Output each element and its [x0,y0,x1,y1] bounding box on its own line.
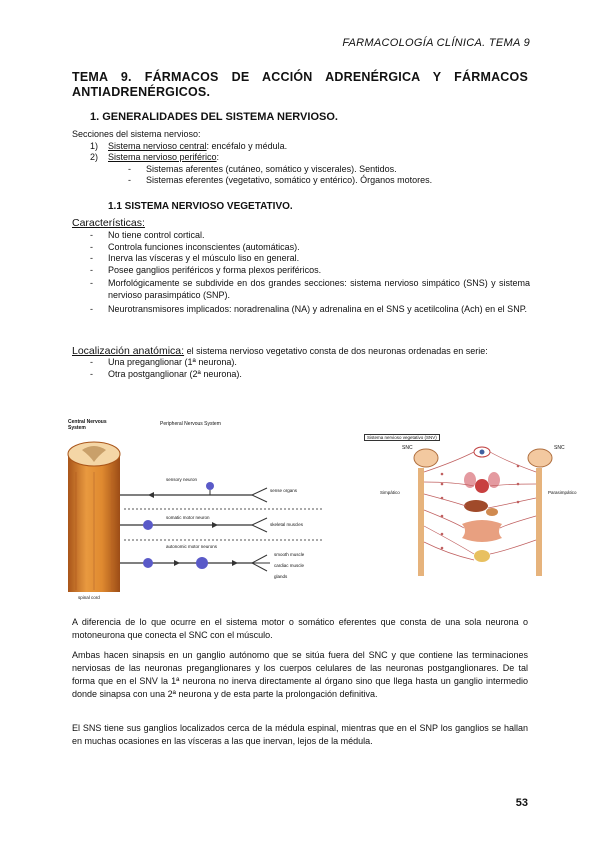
snp-subitem: - Sistemas aferentes (cutáneo, somático y viscerales). Sentidos. [128,163,397,174]
snv-label-snc-right: SNC [554,445,565,451]
snc-rest: : encéfalo y médula. [206,140,288,151]
section-1-heading: 1. GENERALIDADES DEL SISTEMA NERVIOSO. [90,111,338,123]
localizacion-label: Localización anatómica: [72,345,185,357]
paragraph-2: Ambas hacen sinapsis en un ganglio autónomo que se sitúa fuera del SNC y que contiene las terminaciones nerviosas de las neuronas preganglionares y los cuerpos celulares de las neuronas postganglionares. De tal forma que en el SNV la 1ª neurona no inerva directamente al órgano sino que llega hasta un ganglio intermedio donde sinapsa con una 2ª neurona y de esta parte la prolongación definitiva. [72,650,528,699]
page-number: 53 [515,797,528,809]
snv-figure [358,432,584,584]
snp-subitem: - Sistemas eferentes (vegetativo, somático y entérico). Órganos motores. [128,175,433,185]
snc-number: 1) [90,140,99,151]
snc-label: Sistema nervioso central [108,140,207,151]
secciones-block [72,129,530,187]
localizacion-block [72,345,530,380]
chapter-title [72,70,528,100]
nervous-system-diagram [62,412,332,610]
caract-item-text: Posee ganglios periféricos y forma plexos periféricos. [108,264,322,275]
label-somatic: somatic motor neuron [166,515,210,520]
label-sensory: sensory neuron [166,477,198,482]
title-line-1: TEMA 9. FÁRMACOS DE ACCIÓN ADRENÉRGICA Y FÁRMACOS [72,70,528,84]
label-glands: glands [274,574,288,579]
label-skeletal: skeletal muscles [270,522,304,527]
loc-item: - Una preganglionar (1ª neurona). [90,357,237,367]
caract-item: - Posee ganglios periféricos y forma plexos periféricos. [90,264,322,275]
label-pns: Peripheral Nervous System [160,421,221,427]
running-header: FARMACOLOGÍA CLÍNICA. TEMA 9 [342,37,530,49]
label-autonomic: autonomic motor neurons [166,544,218,549]
snp-label: Sistema nervioso periférico [108,152,217,162]
section-1-1-heading: 1.1 SISTEMA NERVIOSO VEGETATIVO. [108,201,293,212]
caract-item-text: Neurotransmisores implicados: noradrenalina (NA) y adrenalina en el SNS y acetilcolina (Ach) en el SNP. [108,304,528,314]
snv-label-simpatico: Simpático [380,490,400,495]
caract-item: - Inerva las vísceras y el músculo liso en general. [90,253,300,263]
snv-label-snc-left: SNC [402,445,413,451]
snp-subitem-text: Sistemas eferentes (vegetativo, somático y entérico). Órganos motores. [146,175,433,185]
snc-item [90,141,530,153]
caract-item-text: Inerva las vísceras y el músculo liso en general. [108,253,300,263]
secciones-intro: Secciones del sistema nervioso: [72,129,201,139]
snv-title: Sistema nervioso vegetativo (SNV) [364,434,440,441]
nervous-system-figure [62,412,332,610]
caracteristicas-block [72,217,530,316]
snp-rest: : [216,152,220,162]
paragraph-3: El SNS tiene sus ganglios localizados cerca de la médula espinal, mientras que en el SNP los ganglios se hallan en muchas ocasiones en las vísceras a las que inervan, lejos de la médula. [72,723,528,746]
label-cns: Central Nervous System [68,419,107,431]
label-cardiac: cardiac muscle [274,563,305,568]
label-smooth: smooth muscle [274,552,305,557]
snv-label-parasimpatico: Parasimpático [548,490,577,495]
loc-item-text: Otra postganglionar (2ª neurona). [108,368,242,379]
label-spinal-cord: spinal cord [78,595,100,600]
localizacion-text: el sistema nervioso vegetativo consta de dos neuronas ordenadas en serie: [184,346,488,356]
label-sense-organs: sense organs [270,488,298,493]
caract-item: - No tiene control cortical. [90,230,205,240]
loc-item: - Otra postganglionar (2ª neurona). [90,368,242,379]
paragraph-1: A diferencia de lo que ocurre en el sistema motor o somático eferentes que consta de una sola neurona o motoneurona que conecta el SNC con el músculo. [72,617,528,640]
snp-item [90,152,530,164]
caract-item-text: No tiene control cortical. [108,230,205,240]
caract-item: - Morfológicamente se subdivide en dos grandes secciones: sistema nervioso simpático (SNS) y sistema nervioso parasimpático (SNP). [90,278,530,300]
loc-item-text: Una preganglionar (1ª neurona). [108,357,237,367]
snp-subitem-text: Sistemas aferentes (cutáneo, somático y viscerales). Sentidos. [146,163,397,174]
title-line-2: ANTIADRENÉRGICOS. [72,85,211,99]
caract-item: - Neurotransmisores implicados: noradrenalina (NA) y adrenalina en el SNS y acetilcolina (Ach) en el SNP. [90,304,528,314]
caracteristicas-heading: Características: [72,217,145,229]
caract-item-text: Morfológicamente se subdivide en dos grandes secciones: sistema nervioso simpático (SNS) y sistema nervioso parasimpático (SNP). [108,278,530,300]
snv-diagram [358,432,584,584]
caract-item: - Controla funciones inconscientes (automáticas). [90,241,300,252]
snp-number: 2) [90,152,99,162]
caract-item-text: Controla funciones inconscientes (automáticas). [108,241,300,252]
